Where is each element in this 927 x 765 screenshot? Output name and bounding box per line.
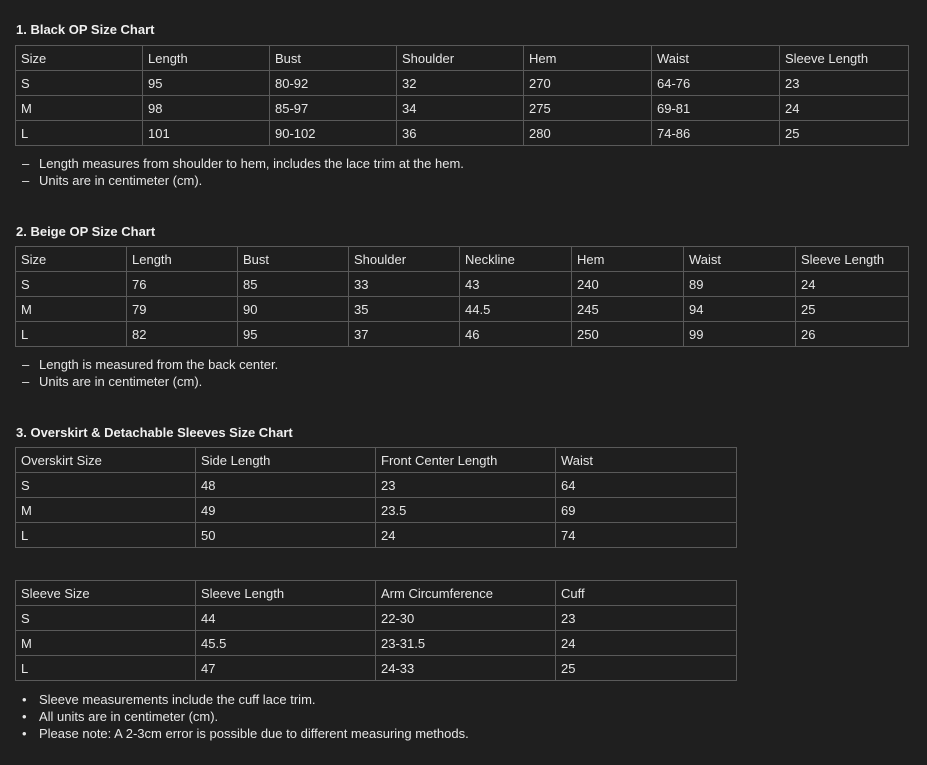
list-item: • All units are in centimeter (cm). — [22, 709, 219, 724]
header-cell: Sleeve Size — [16, 581, 196, 606]
table-row — [16, 272, 909, 297]
table-row — [16, 473, 737, 498]
header-cell: Sleeve Length — [796, 247, 909, 272]
table-cell: 69 — [556, 498, 737, 523]
table-cell: S — [16, 473, 196, 498]
header-cell: Length — [127, 247, 238, 272]
bullet-icon: • — [22, 709, 27, 724]
table-cell: 24 — [376, 523, 556, 548]
sleeves-notes — [22, 691, 469, 742]
table-cell: 35 — [349, 297, 460, 322]
header-cell: Side Length — [196, 448, 376, 473]
table-row — [16, 656, 737, 681]
header-cell: Overskirt Size — [16, 448, 196, 473]
table-cell: 99 — [684, 322, 796, 347]
dash-icon: – — [22, 173, 30, 188]
header-cell: Size — [16, 247, 127, 272]
header-cell: Arm Circumference — [376, 581, 556, 606]
header-cell: Waist — [652, 46, 780, 71]
table-cell: M — [16, 498, 196, 523]
header-cell: Cuff — [556, 581, 737, 606]
header-cell: Size — [16, 46, 143, 71]
table-cell: 250 — [572, 322, 684, 347]
table-cell: 270 — [524, 71, 652, 96]
header-cell: Shoulder — [349, 247, 460, 272]
table-cell: M — [16, 631, 196, 656]
table-cell: 23 — [376, 473, 556, 498]
table-cell: 22-30 — [376, 606, 556, 631]
table-cell: 45.5 — [196, 631, 376, 656]
table-cell: L — [16, 322, 127, 347]
table-cell: 240 — [572, 272, 684, 297]
table-cell: 85-97 — [270, 96, 397, 121]
table-cell: 23 — [556, 606, 737, 631]
table-header-row — [16, 581, 737, 606]
table-row — [16, 606, 737, 631]
table-cell: 79 — [127, 297, 238, 322]
beige-op-title: 2. Beige OP Size Chart — [16, 224, 156, 239]
sleeves-table — [15, 580, 737, 681]
list-item: – Units are in centimeter (cm). — [22, 173, 203, 188]
table-header-row — [16, 247, 909, 272]
beige-op-table — [15, 246, 909, 347]
header-cell: Length — [143, 46, 270, 71]
table-cell: 95 — [143, 71, 270, 96]
table-cell: M — [16, 297, 127, 322]
table-cell: 25 — [780, 121, 909, 146]
table-cell: 101 — [143, 121, 270, 146]
table-cell: 36 — [397, 121, 524, 146]
table-cell: 47 — [196, 656, 376, 681]
header-cell: Waist — [556, 448, 737, 473]
table-cell: 280 — [524, 121, 652, 146]
table-cell: 64-76 — [652, 71, 780, 96]
list-item: – Length is measured from the back center. — [22, 357, 279, 372]
table-cell: 24 — [556, 631, 737, 656]
dash-icon: – — [22, 156, 30, 171]
table-cell: S — [16, 71, 143, 96]
header-cell: Front Center Length — [376, 448, 556, 473]
header-cell: Hem — [572, 247, 684, 272]
table-cell: L — [16, 121, 143, 146]
dash-icon: – — [22, 357, 30, 372]
table-cell: 24 — [780, 96, 909, 121]
dash-icon: – — [22, 374, 30, 389]
header-cell: Shoulder — [397, 46, 524, 71]
table-cell: 43 — [460, 272, 572, 297]
table-cell: 33 — [349, 272, 460, 297]
table-row — [16, 297, 909, 322]
black-op-title: 1. Black OP Size Chart — [16, 22, 155, 37]
table-cell: 34 — [397, 96, 524, 121]
table-cell: 74-86 — [652, 121, 780, 146]
list-item: • Please note: A 2-3cm error is possible due to different measuring methods. — [22, 726, 469, 741]
table-cell: 23-31.5 — [376, 631, 556, 656]
table-row — [16, 96, 909, 121]
table-row — [16, 631, 737, 656]
table-cell: 23.5 — [376, 498, 556, 523]
table-cell: M — [16, 96, 143, 121]
table-row — [16, 71, 909, 96]
table-cell: 82 — [127, 322, 238, 347]
table-cell: 94 — [684, 297, 796, 322]
overskirt-title: 3. Overskirt & Detachable Sleeves Size Chart — [16, 425, 293, 440]
table-header-row — [16, 448, 737, 473]
table-cell: 46 — [460, 322, 572, 347]
table-cell: 89 — [684, 272, 796, 297]
table-cell: S — [16, 606, 196, 631]
header-cell: Bust — [270, 46, 397, 71]
table-cell: 245 — [572, 297, 684, 322]
table-row — [16, 523, 737, 548]
table-cell: 95 — [238, 322, 349, 347]
table-cell: 26 — [796, 322, 909, 347]
table-row — [16, 121, 909, 146]
table-cell: 90-102 — [270, 121, 397, 146]
table-cell: 85 — [238, 272, 349, 297]
table-cell: 49 — [196, 498, 376, 523]
black-op-notes — [22, 155, 464, 189]
table-cell: 24-33 — [376, 656, 556, 681]
list-item: – Units are in centimeter (cm). — [22, 374, 203, 389]
table-cell: 74 — [556, 523, 737, 548]
beige-op-notes — [22, 356, 278, 390]
table-cell: 25 — [556, 656, 737, 681]
table-cell: S — [16, 272, 127, 297]
table-cell: 48 — [196, 473, 376, 498]
table-header-row — [16, 46, 909, 71]
header-cell: Bust — [238, 247, 349, 272]
table-cell: 76 — [127, 272, 238, 297]
overskirt-table — [15, 447, 737, 548]
table-cell: 90 — [238, 297, 349, 322]
header-cell: Sleeve Length — [196, 581, 376, 606]
list-item: – Length measures from shoulder to hem, includes the lace trim at the hem. — [22, 156, 464, 171]
table-cell: L — [16, 656, 196, 681]
table-cell: 69-81 — [652, 96, 780, 121]
table-cell: 44 — [196, 606, 376, 631]
bullet-icon: • — [22, 726, 27, 741]
table-cell: 80-92 — [270, 71, 397, 96]
table-cell: 23 — [780, 71, 909, 96]
table-cell: L — [16, 523, 196, 548]
table-cell: 275 — [524, 96, 652, 121]
bullet-icon: • — [22, 692, 27, 707]
table-cell: 98 — [143, 96, 270, 121]
table-row — [16, 498, 737, 523]
header-cell: Neckline — [460, 247, 572, 272]
table-cell: 24 — [796, 272, 909, 297]
table-cell: 44.5 — [460, 297, 572, 322]
header-cell: Hem — [524, 46, 652, 71]
table-cell: 37 — [349, 322, 460, 347]
table-cell: 50 — [196, 523, 376, 548]
black-op-table — [15, 45, 909, 146]
header-cell: Waist — [684, 247, 796, 272]
table-cell: 64 — [556, 473, 737, 498]
table-cell: 32 — [397, 71, 524, 96]
table-row — [16, 322, 909, 347]
list-item: • Sleeve measurements include the cuff lace trim. — [22, 692, 316, 707]
table-cell: 25 — [796, 297, 909, 322]
header-cell: Sleeve Length — [780, 46, 909, 71]
